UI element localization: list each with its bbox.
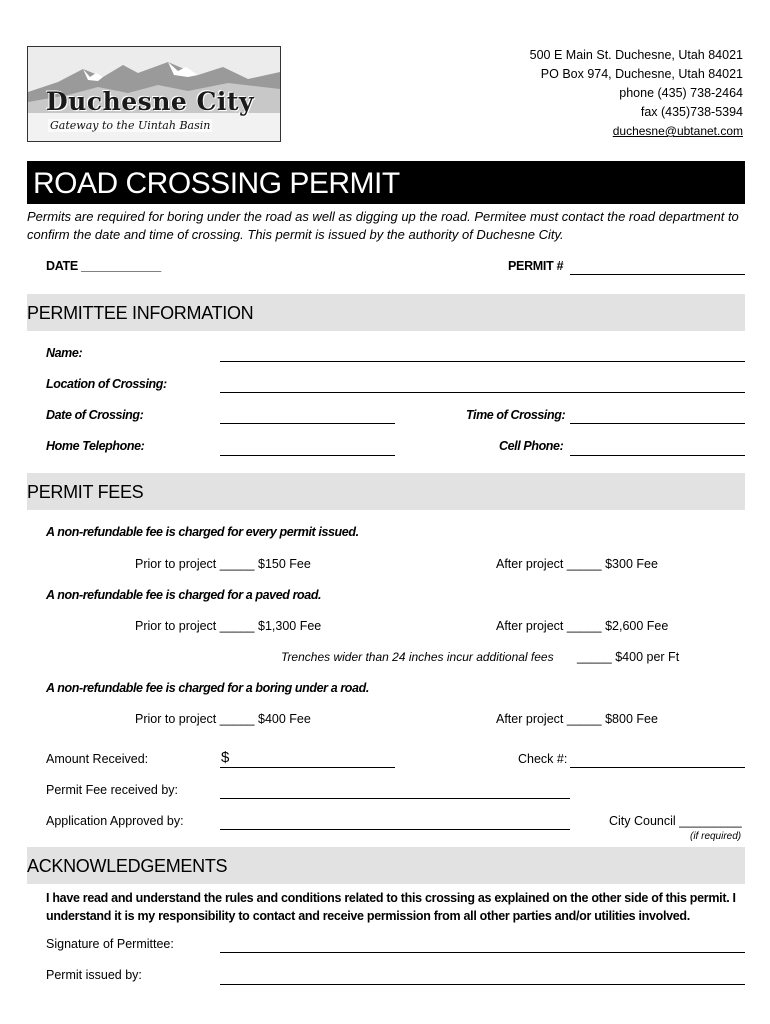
fee-group-3-title: A non-refundable fee is charged for a boring under a road.: [46, 681, 369, 695]
address-line-1: 500 E Main St. Duchesne, Utah 84021: [529, 48, 743, 62]
check-number-field[interactable]: [570, 767, 745, 768]
permit-issued-by-label: Permit issued by:: [46, 968, 142, 982]
signature-label: Signature of Permittee:: [46, 937, 174, 951]
home-telephone-label: Home Telephone:: [46, 439, 145, 453]
section-ack: [27, 847, 745, 884]
fax: fax (435)738-5394: [640, 105, 743, 119]
logo-name: Duchesne City: [46, 87, 254, 116]
fee-group-1-after: After project _____ $300 Fee: [496, 557, 658, 571]
fee-group-2-prior: Prior to project _____ $1,300 Fee: [135, 619, 322, 633]
trench-fee: _____ $400 per Ft: [577, 650, 680, 664]
city-council-label: City Council _________: [609, 814, 742, 828]
permit-number-field[interactable]: [570, 274, 745, 275]
fee-group-2-title: A non-refundable fee is charged for a paved road.: [46, 588, 322, 602]
ack-text: I have read and understand the rules and conditions related to this crossing as explained on the other side of this permit. I understand it is my responsibility to contact and receive permission from all other parties and/or utilities involved.: [46, 891, 736, 923]
location-label: Location of Crossing:: [46, 377, 167, 391]
permit-issued-by-field[interactable]: [220, 984, 745, 985]
fee-group-3-after: After project _____ $800 Fee: [496, 712, 658, 726]
section-ack-heading: ACKNOWLEDGEMENTS: [27, 856, 228, 876]
cell-phone-label: Cell Phone:: [499, 439, 564, 453]
section-permittee: [27, 294, 745, 331]
home-telephone-field[interactable]: [220, 455, 395, 456]
cell-phone-field[interactable]: [570, 455, 745, 456]
fee-received-by-label: Permit Fee received by:: [46, 783, 178, 797]
address-line-2: PO Box 974, Duchesne, Utah 84021: [540, 67, 743, 81]
fee-group-2-after: After project _____ $2,600 Fee: [496, 619, 669, 633]
fee-group-1-title: A non-refundable fee is charged for every permit issued.: [46, 525, 359, 539]
phone: phone (435) 738-2464: [619, 86, 743, 100]
date-label: DATE ____________: [46, 259, 161, 273]
section-fees-heading: PERMIT FEES: [27, 482, 144, 502]
trench-note: Trenches wider than 24 inches incur additional fees: [281, 650, 554, 664]
intro-text: Permits are required for boring under the road as well as digging up the road. Permitee must contact the road department to confirm the date and time of crossing. This permit is issued by the authority of Duchesne City.: [27, 209, 739, 242]
section-permittee-heading: PERMITTEE INFORMATION: [27, 303, 254, 323]
name-label: Name:: [46, 346, 83, 360]
logo-tagline: Gateway to the Uintah Basin: [50, 119, 211, 132]
dollar-sign: $: [221, 749, 230, 766]
fee-received-by-field[interactable]: [220, 798, 570, 799]
signature-field[interactable]: [220, 952, 745, 953]
section-fees: [27, 473, 745, 510]
if-required-note: (if required): [690, 831, 742, 842]
location-field[interactable]: [220, 392, 745, 393]
amount-received-field[interactable]: [220, 767, 395, 768]
name-field[interactable]: [220, 361, 745, 362]
title-bar: [27, 161, 745, 204]
time-of-crossing-label: Time of Crossing:: [466, 408, 566, 422]
page-title: ROAD CROSSING PERMIT: [33, 167, 400, 200]
date-of-crossing-label: Date of Crossing:: [46, 408, 144, 422]
city-logo: [27, 46, 281, 142]
time-of-crossing-field[interactable]: [570, 423, 745, 424]
amount-received-label: Amount Received:: [46, 752, 149, 766]
approved-by-field[interactable]: [220, 829, 570, 830]
fee-group-1-prior: Prior to project _____ $150 Fee: [135, 557, 311, 571]
fee-group-3-prior: Prior to project _____ $400 Fee: [135, 712, 311, 726]
permit-number-label: PERMIT #: [508, 259, 564, 273]
approved-by-label: Application Approved by:: [46, 814, 184, 828]
address-block: [443, 46, 743, 141]
check-number-label: Check #:: [518, 752, 568, 766]
email-link[interactable]: duchesne@ubtanet.com: [612, 124, 743, 138]
date-of-crossing-field[interactable]: [220, 423, 395, 424]
